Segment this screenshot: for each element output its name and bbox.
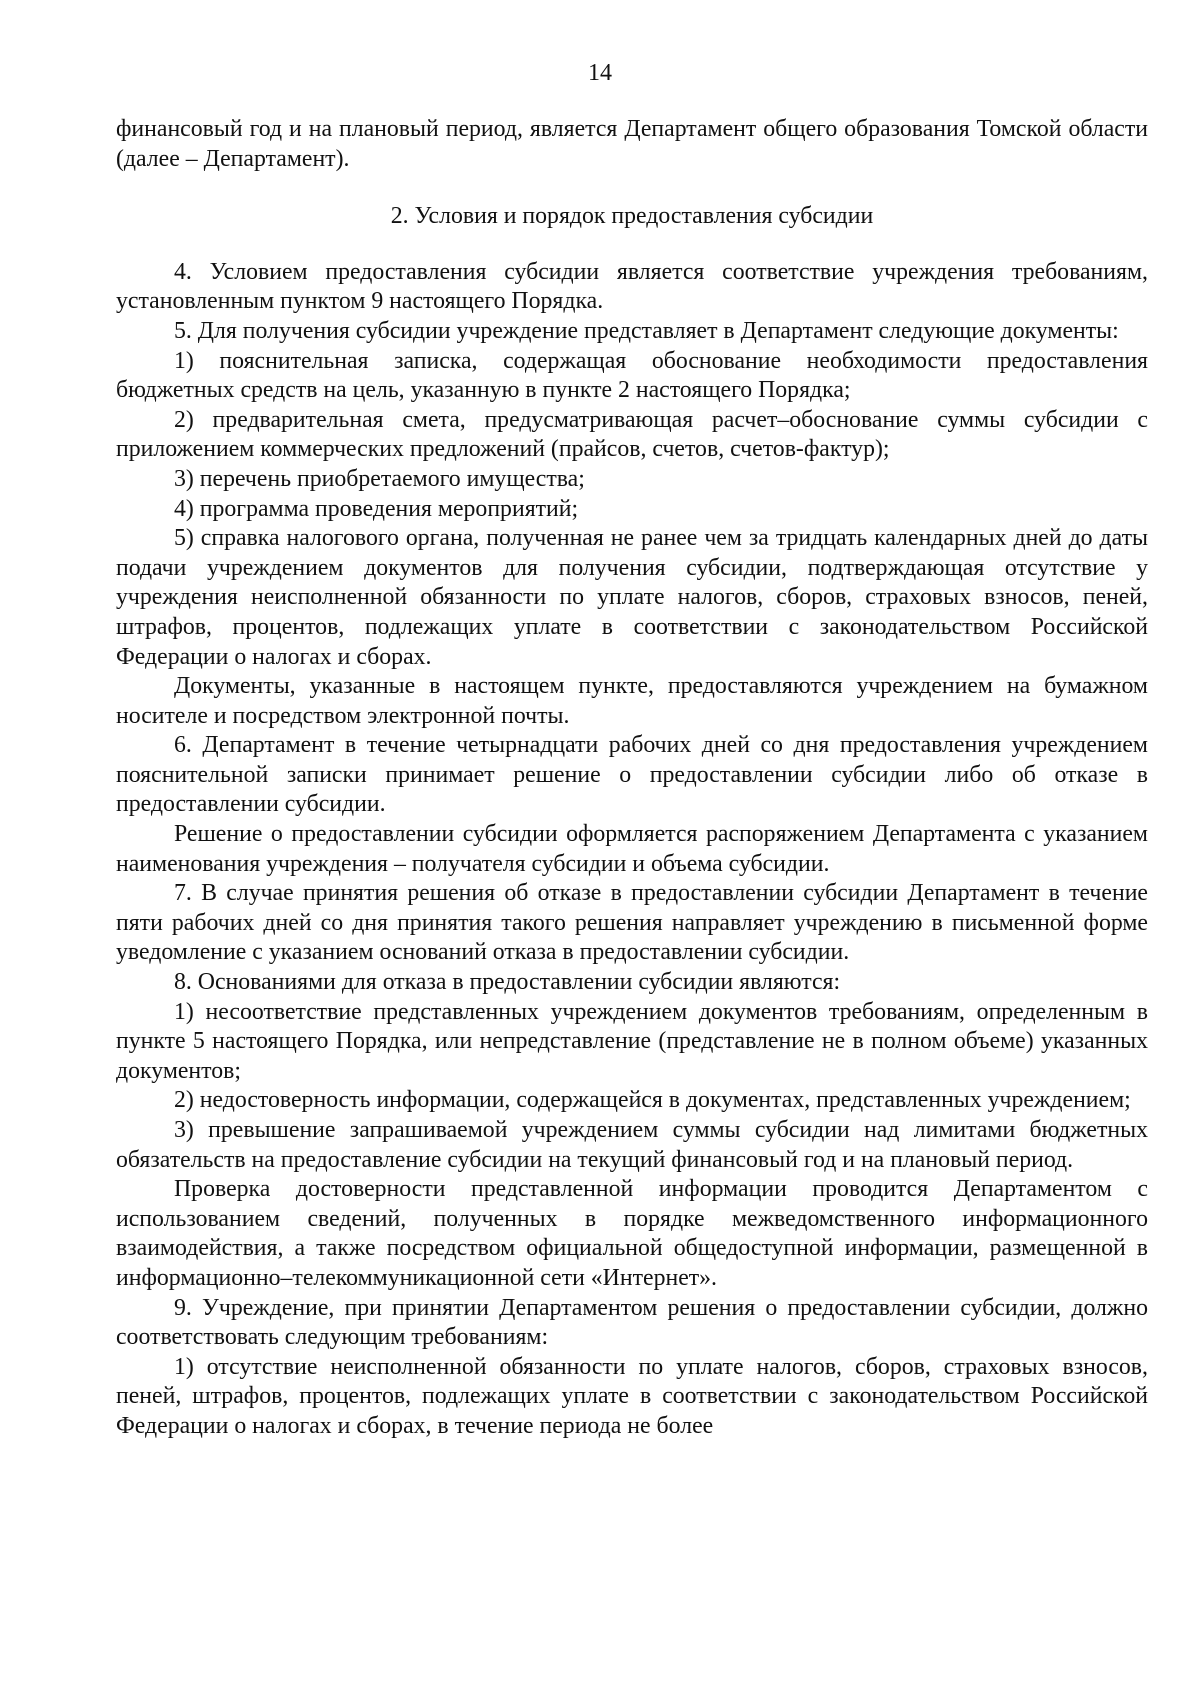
paragraph-5-note: Документы, указанные в настоящем пункте, предоставляются учреждением на бумажном носителе и посредством электронной почты. bbox=[116, 673, 1148, 729]
paragraph-5-item-3: 3) перечень приобретаемого имущества; bbox=[174, 465, 585, 492]
paragraph-9: 9. Учреждение, при принятии Департаментом решения о предоставлении субсидии, должно соответствовать следующим требованиям: bbox=[116, 1294, 1148, 1351]
paragraph-8-item-3: 3) превышение запрашиваемой учреждением суммы субсидии над лимитами бюджетных обязательств на предоставление субсидии на текущий финансовый год и на плановый период. bbox=[116, 1117, 1148, 1173]
paragraph-5: 5. Для получения субсидии учреждение представляет в Департамент следующие документы: bbox=[174, 317, 1119, 344]
paragraph-5-item-1: 1) пояснительная записка, содержащая обоснование необходимости предоставления бюджетных средств на цель, указанную в пункте 2 настоящего Порядка; bbox=[116, 347, 1148, 404]
paragraph-8-item-2: 2) недостоверность информации, содержащейся в документах, представленных учреждением; bbox=[174, 1087, 1131, 1114]
page-number: 14 bbox=[588, 60, 612, 86]
section-title: 2. Условия и порядок предоставления субсидии bbox=[390, 203, 874, 230]
paragraph-5-item-2: 2) предварительная смета, предусматривающая расчет–обоснование суммы субсидии с приложением коммерческих предложений (прайсов, счетов, счетов-фактур); bbox=[116, 406, 1148, 463]
intro-paragraph: финансовый год и на плановый период, является Департамент общего образования Томской области (далее – Департамент). bbox=[116, 116, 1148, 172]
paragraph-5-item-5: 5) справка налогового органа, полученная не ранее чем за тридцать календарных дней до даты подачи учреждением документов для получения субсидии, подтверждающая отсутствие у учреждения неисполненной обязанности по уплате налогов, сборов, страховых взносов, пеней, штрафов, процентов, подлежащих уплате в соответствии с законодательством Российской Федерации о налогах и сборах. bbox=[116, 525, 1148, 670]
paragraph-8-item-1: 1) несоответствие представленных учреждением документов требованиям, определенным в пункте 5 настоящего Порядка, или непредставление (представление не в полном объеме) указанных документов; bbox=[116, 998, 1148, 1084]
paragraph-8: 8. Основаниями для отказа в предоставлении субсидии являются: bbox=[174, 969, 841, 996]
paragraph-9-item-1: 1) отсутствие неисполненной обязанности по уплате налогов, сборов, страховых взносов, пеней, штрафов, процентов, подлежащих уплате в соответствии с законодательством Российской Федерации о налогах и сборах, в течение периода не более bbox=[116, 1353, 1148, 1439]
document-body bbox=[116, 115, 1148, 1442]
paragraph-7: 7. В случае принятия решения об отказе в предоставлении субсидии Департамент в течение пяти рабочих дней со дня принятия такого решения направляет учреждению в письменной форме уведомление с указанием оснований отказа в предоставлении субсидии. bbox=[116, 880, 1148, 966]
paragraph-5-item-4: 4) программа проведения мероприятий; bbox=[174, 495, 579, 522]
paragraph-6: 6. Департамент в течение четырнадцати рабочих дней со дня предоставления учреждением пояснительной записки принимает решение о предоставлении субсидии либо об отказе в предоставлении субсидии. bbox=[116, 732, 1148, 818]
paragraph-6-note: Решение о предоставлении субсидии оформляется распоряжением Департамента с указанием наименования учреждения – получателя субсидии и объема субсидии. bbox=[116, 821, 1148, 877]
paragraph-4: 4. Условием предоставления субсидии является соответствие учреждения требованиям, установленным пунктом 9 настоящего Порядка. bbox=[116, 258, 1148, 315]
paragraph-8-note: Проверка достоверности представленной информации проводится Департаментом с использованием сведений, полученных в порядке межведомственного информационного взаимодействия, а также посредством официальной общедоступной информации, размещенной в информационно–телекоммуникационной сети «Интернет». bbox=[116, 1176, 1148, 1291]
